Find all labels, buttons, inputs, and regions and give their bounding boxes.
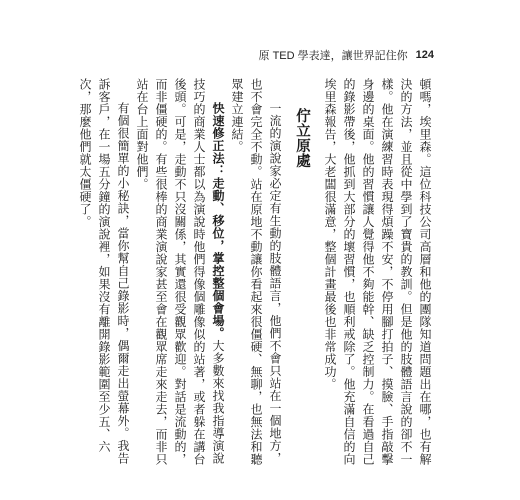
paragraph-4: 有個很簡單的小秘訣，當你幫自己錄影時，偶爾走出螢幕外。我告訴客戶，在一場五分鐘的演說裡，如果沒有離開錄影範圍至少五、六次，那麼他們就太僵硬了。 [78, 78, 130, 465]
page-number: 124 [415, 49, 434, 61]
paragraph-2: 一流的演說家必定有生動的肢體語言，他們不會只站在一個地方，也不會完全不動。站在原地不動讓你看起來很僵硬、無聊，也無法和聽眾建立連結。 [230, 78, 282, 466]
paragraph-3 [132, 78, 227, 466]
book-title: 原 TED 學表達，讓世界記住你 [258, 50, 408, 62]
paragraph-1: 頓嗎，埃里森。這位科技公司高層和他的團隊知道問題出在哪，也有解決的方法，並且從中學到了寶貴的教訓。但是他的肢體語言說的卻不一樣。他在演練習時表現得煩躁不安，不停用腳打拍子、摸臉、手指敲擊身邊的桌面。他的習慣讓人覺得他不夠能幹、缺乏控制力。在看過自己的錄影帶後，他抓到大部分的壞習慣，也順利戒除了。他充滿自信的向埃里森報告，大老闆很滿意，整個計畫最後也非常成功。 [323, 78, 432, 466]
quick-fix-label: 快速修正法：走動、移位，掌控整個會場。 [211, 102, 225, 340]
page-body-text [78, 78, 434, 466]
running-header [259, 47, 434, 63]
paragraph-3-text: 大多數來找我指導演說技巧的商業人士都以為演說時他們得像個雕像似的站著，或者躲在講台後頭。可是，走動不只沒關係，其實還很受觀眾歡迎。對話是流動的，而非僵硬的。有些很棒的商業演說家甚至會在觀眾席走來走去，而非只站在台上面對他們。 [135, 78, 225, 466]
section-heading: 佇立原處 [294, 108, 310, 168]
